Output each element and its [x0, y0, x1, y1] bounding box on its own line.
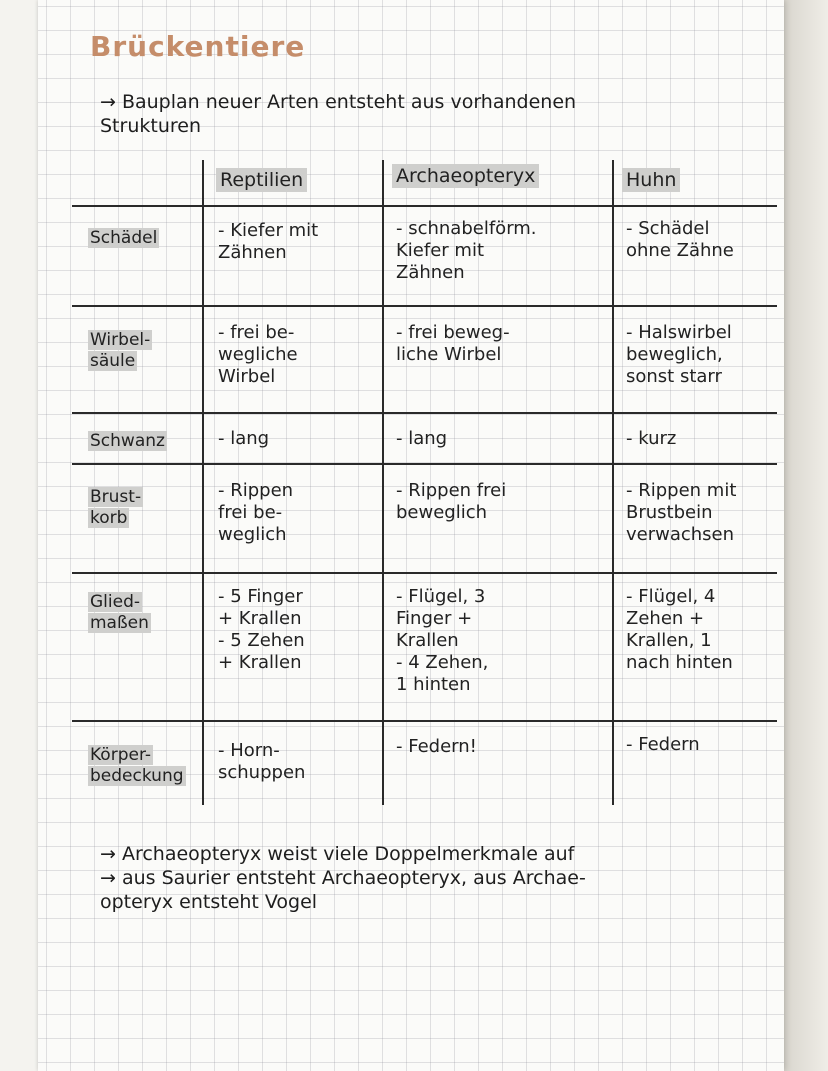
table-cell: - lang	[218, 428, 270, 449]
table-line	[382, 160, 384, 805]
table-cell: - lang	[396, 428, 448, 449]
table-cell: - schnabelförm. Kiefer mit Zähnen	[396, 218, 537, 283]
row-label-brustkorb: Brust- korb	[90, 487, 142, 528]
table-cell: - Rippen frei beweglich	[396, 480, 507, 523]
table-cell: - Flügel, 3 Finger + Krallen - 4 Zehen, 1 hinten	[396, 586, 489, 695]
page-title: Brückentiere	[90, 30, 306, 63]
table-cell: - Halswirbel beweglich, sonst starr	[626, 322, 732, 387]
conclusion-note: → Archaeopteryx weist viele Doppelmerkmale auf → aus Saurier entsteht Archaeopteryx, aus Archae- opteryx entsteht Vogel	[100, 843, 586, 913]
row-label-schaedel: Schädel	[90, 228, 158, 248]
table-cell: - Kiefer mit Zähnen	[218, 220, 319, 263]
table-cell: - Rippen frei be- weglich	[218, 480, 294, 545]
table-cell: - frei beweg- liche Wirbel	[396, 322, 510, 365]
table-line	[72, 720, 777, 722]
intro-note: → Bauplan neuer Arten entsteht aus vorhandenen Strukturen	[100, 91, 577, 137]
table-line	[72, 412, 777, 414]
table-line	[72, 572, 777, 574]
column-header-reptilien: Reptilien	[216, 168, 307, 192]
row-label-koerperbedeckung: Körper- bedeckung	[90, 745, 184, 786]
row-label-gliedmassen: Glied- maßen	[90, 592, 149, 633]
table-cell: - Flügel, 4 Zehen + Krallen, 1 nach hinten	[626, 586, 733, 673]
column-header-archaeopteryx: Archaeopteryx	[392, 164, 539, 188]
table-cell: - frei be- wegliche Wirbel	[218, 322, 298, 387]
table-cell: - 5 Finger + Krallen - 5 Zehen + Krallen	[218, 586, 305, 673]
table-line	[72, 463, 777, 465]
table-cell: - Horn- schuppen	[218, 740, 306, 783]
row-label-wirbelsaeule: Wirbel- säule	[90, 330, 151, 371]
table-line	[612, 160, 614, 805]
table-cell: - Schädel ohne Zähne	[626, 218, 734, 261]
column-header-huhn: Huhn	[622, 168, 680, 192]
table-cell: - Federn!	[396, 736, 477, 757]
table-cell: - Rippen mit Brustbein verwachsen	[626, 480, 737, 545]
notebook-edge	[784, 0, 828, 1071]
table-line	[202, 160, 204, 805]
table-line	[72, 305, 777, 307]
row-label-schwanz: Schwanz	[90, 431, 165, 451]
table-cell: - kurz	[626, 428, 677, 449]
table-line	[72, 205, 777, 207]
table-cell: - Federn	[626, 734, 700, 755]
